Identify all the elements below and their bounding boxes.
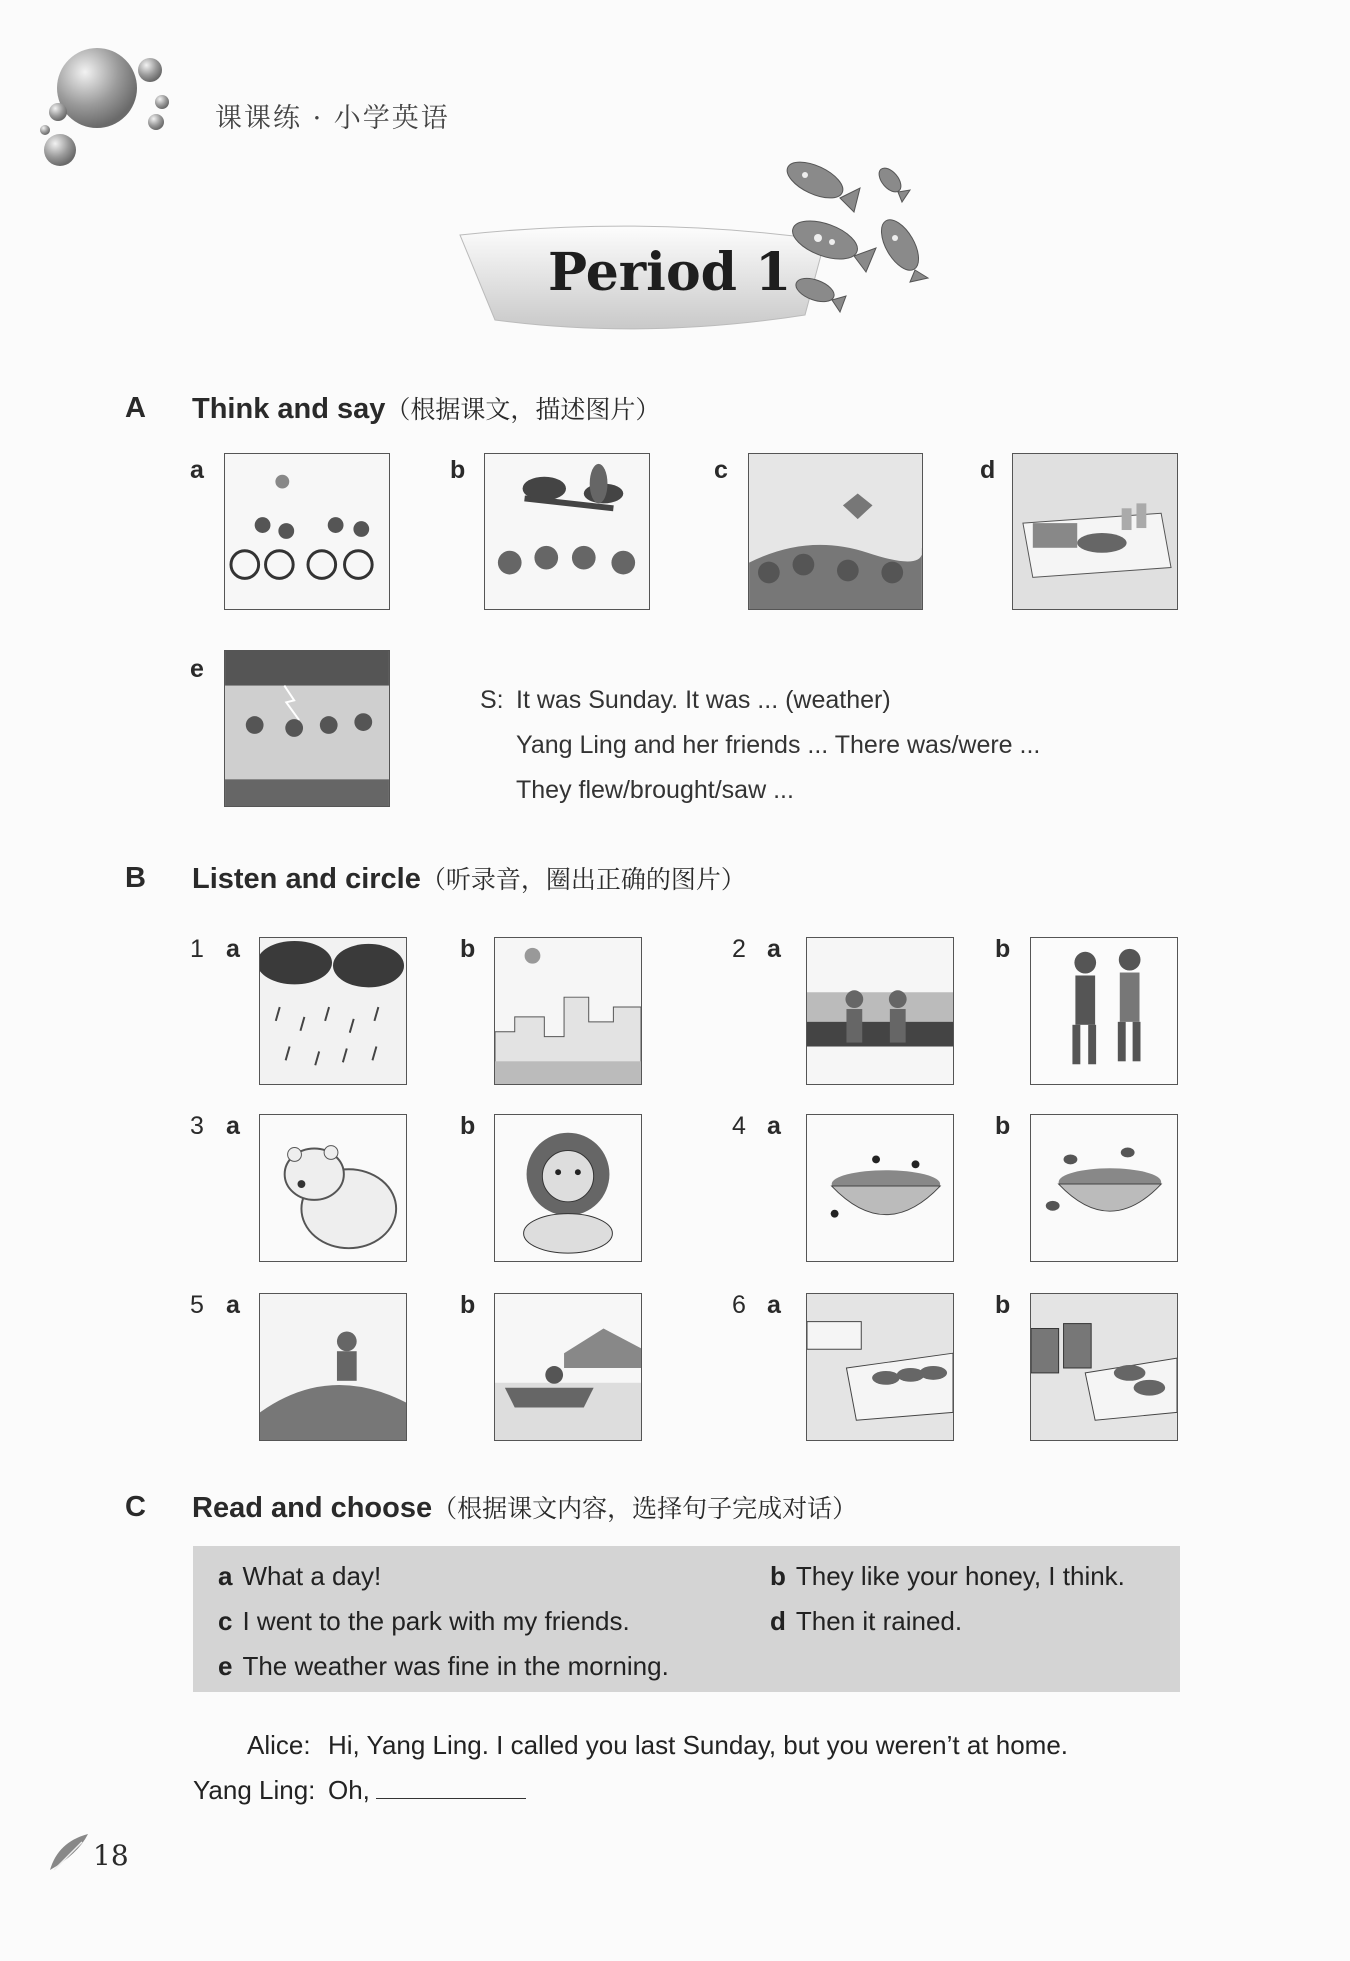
- picture-c-kite: [748, 453, 923, 610]
- section-c-title: Read and choose: [192, 1492, 433, 1524]
- section-c-letter: C: [125, 1491, 146, 1523]
- picture-a-cycling: [224, 453, 390, 610]
- dialogue-line-alice: Hi, Yang Ling. I called you last Sunday, but you weren’t at home.: [328, 1730, 1068, 1760]
- dialogue-speaker-yang-ling: Yang Ling:: [193, 1775, 316, 1805]
- page-number: 18: [93, 1839, 129, 1872]
- label-c: c: [714, 456, 728, 484]
- answer-blank[interactable]: [376, 1776, 526, 1799]
- section-b-subtitle: （听录音，圈出正确的图片）: [420, 865, 746, 894]
- option-label-5a: a: [226, 1291, 240, 1319]
- picture-1a-rainy[interactable]: [259, 937, 407, 1085]
- prompt-line-1: It was Sunday. It was ... (weather): [516, 686, 891, 714]
- option-label-6a: a: [767, 1291, 781, 1319]
- option-label-1b: b: [460, 935, 476, 963]
- leaf-icon: [48, 1832, 90, 1872]
- question-number-3: 3: [190, 1112, 204, 1140]
- option-e-key: e: [218, 1651, 233, 1681]
- picture-1b-sunny-city[interactable]: [494, 937, 642, 1085]
- label-d: d: [980, 456, 996, 484]
- prompt-line-3: They flew/brought/saw ...: [516, 776, 794, 804]
- picture-5b-cat-in-boat[interactable]: [494, 1293, 642, 1441]
- option-label-3a: a: [226, 1112, 240, 1140]
- option-label-3b: b: [460, 1112, 476, 1140]
- question-number-1: 1: [190, 935, 204, 963]
- picture-6b-picnic-honey[interactable]: [1030, 1293, 1178, 1441]
- question-number-2: 2: [732, 935, 746, 963]
- picture-d-picnic-food: [1012, 453, 1178, 610]
- section-a-heading: [192, 390, 660, 426]
- dialogue-line-yang-ling: [328, 1775, 526, 1806]
- section-b-heading: [192, 860, 746, 896]
- picture-4b-bowl-bees[interactable]: [1030, 1114, 1178, 1262]
- picture-6a-picnic-cakes[interactable]: [806, 1293, 954, 1441]
- option-label-2a: a: [767, 935, 781, 963]
- picture-5a-cat-on-hill[interactable]: [259, 1293, 407, 1441]
- option-c-text: I went to the park with my friends.: [242, 1606, 630, 1636]
- option-e[interactable]: [218, 1651, 669, 1682]
- prompt-line-2: Yang Ling and her friends ... There was/were ...: [516, 731, 1041, 759]
- picture-2a-kids-waving[interactable]: [806, 937, 954, 1085]
- fish-icon: [770, 150, 940, 320]
- option-label-6b: b: [995, 1291, 1011, 1319]
- dialogue-line-yang-ling-text: Oh,: [328, 1775, 370, 1805]
- section-b-letter: B: [125, 862, 146, 894]
- option-a-text: What a day!: [242, 1561, 382, 1591]
- book-title: 课课练 · 小学英语: [215, 103, 450, 134]
- picture-e-rain: [224, 650, 390, 807]
- section-a-title: Think and say: [192, 393, 386, 425]
- option-b-text: They like your honey, I think.: [795, 1561, 1125, 1591]
- dialogue-speaker-alice: Alice:: [247, 1730, 311, 1760]
- question-number-5: 5: [190, 1291, 204, 1319]
- label-b: b: [450, 456, 466, 484]
- picture-b-parrot: [484, 453, 650, 610]
- prompt-speaker: S:: [480, 686, 504, 714]
- section-c-subtitle: （根据课文内容，选择句子完成对话）: [432, 1494, 858, 1523]
- section-c-heading: [192, 1489, 857, 1525]
- option-b[interactable]: [770, 1561, 1125, 1592]
- option-c-key: c: [218, 1606, 233, 1636]
- picture-2b-boys-walking[interactable]: [1030, 937, 1178, 1085]
- option-label-4b: b: [995, 1112, 1011, 1140]
- option-b-key: b: [770, 1561, 786, 1591]
- option-c[interactable]: [218, 1606, 630, 1637]
- option-d-text: Then it rained.: [795, 1606, 963, 1636]
- option-label-4a: a: [767, 1112, 781, 1140]
- section-a-letter: A: [125, 392, 146, 424]
- bubbles-icon: [30, 40, 180, 180]
- option-e-text: The weather was fine in the morning.: [242, 1651, 669, 1681]
- option-label-5b: b: [460, 1291, 476, 1319]
- picture-3b-lion[interactable]: [494, 1114, 642, 1262]
- option-label-1a: a: [226, 935, 240, 963]
- option-d[interactable]: [770, 1606, 962, 1637]
- period-title: Period 1: [548, 242, 792, 303]
- section-a-subtitle: （根据课文，描述图片）: [385, 395, 661, 424]
- section-b-title: Listen and circle: [192, 863, 421, 895]
- label-a: a: [190, 456, 204, 484]
- picture-4a-bowl-ants[interactable]: [806, 1114, 954, 1262]
- question-number-6: 6: [732, 1291, 746, 1319]
- picture-3a-bear[interactable]: [259, 1114, 407, 1262]
- option-a[interactable]: [218, 1561, 381, 1592]
- option-d-key: d: [770, 1606, 786, 1636]
- label-e: e: [190, 655, 204, 683]
- option-label-2b: b: [995, 935, 1011, 963]
- option-a-key: a: [218, 1561, 233, 1591]
- question-number-4: 4: [732, 1112, 746, 1140]
